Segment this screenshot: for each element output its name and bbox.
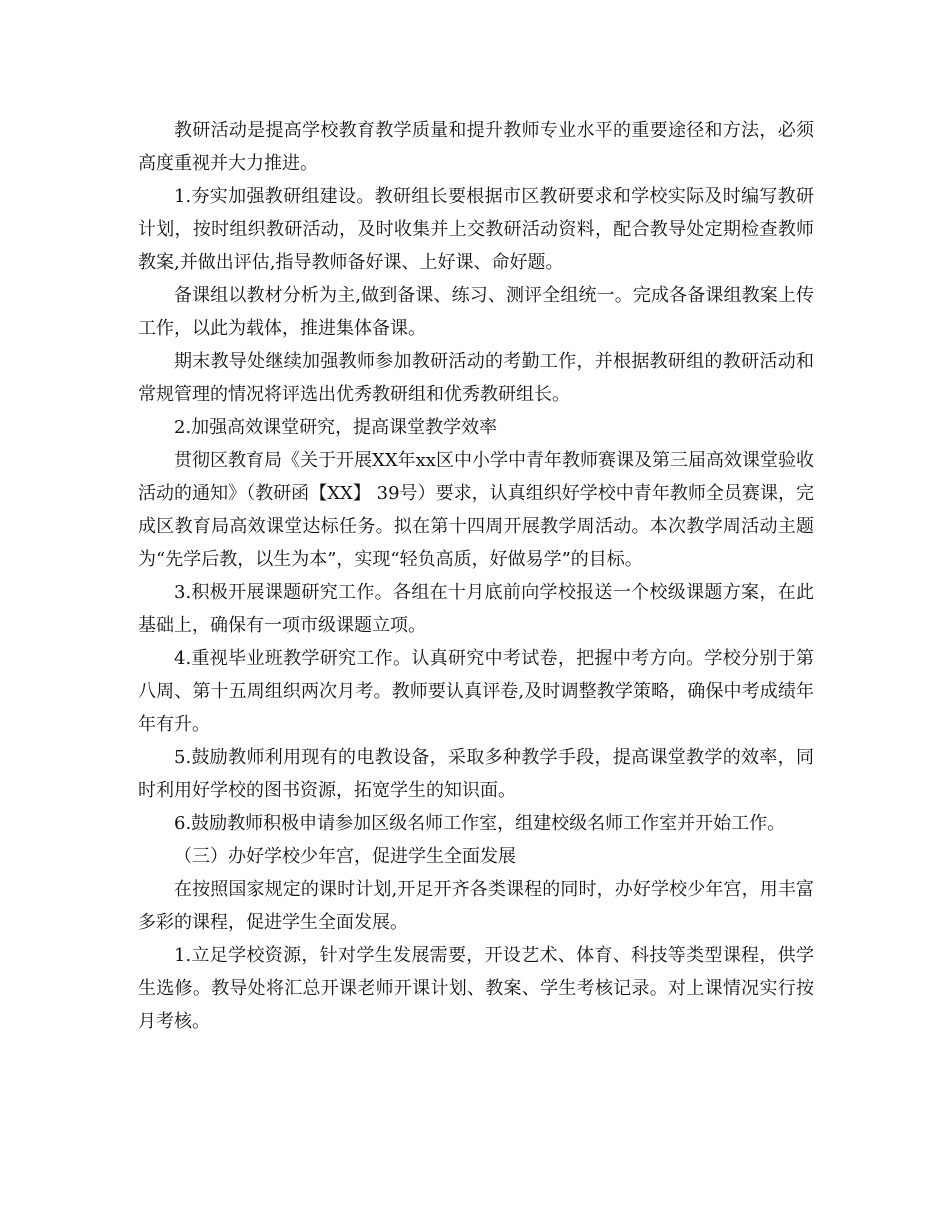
paragraph-item-6: 6.鼓励教师积极申请参加区级名师工作室，组建校级名师工作室并开始工作。 [174,813,786,834]
paragraph-intro: 教研活动是提高学校教育教学质量和提升教师专业水平的重要途径和方法，必须高度重视并大力推进。 [138,120,814,174]
paragraph-palace-item-1: 1.立足学校资源，针对学生发展需要，开设艺术、体育、科技等类型课程，供学生选修。教导处将汇总开课老师开课计划、教案、学生考核记录。对上课情况实行按月考核。 [138,945,814,1032]
paragraph-term-end: 期末教导处继续加强教师参加教研活动的考勤工作，并根据教研组的教研活动和常规管理的情况将评选出优秀教研组和优秀教研组长。 [138,351,814,405]
paragraph-youth-palace: 在按照国家规定的课时计划,开足开齐各类课程的同时，办好学校少年宫，用丰富多彩的课程，促进学生全面发展。 [138,879,814,933]
paragraph-item-4: 4.重视毕业班教学研究工作。认真研究中考试卷，把握中考方向。学校分别于第八周、第十五周组织两次月考。教师要认真评卷,及时调整教学策略，确保中考成绩年年有升。 [138,648,814,735]
paragraph-item-5: 5.鼓励教师利用现有的电教设备，采取多种教学手段，提高课堂教学的效率，同时利用好学校的图书资源，拓宽学生的知识面。 [138,747,814,801]
section-heading-3: （三）办好学校少年宫，促进学生全面发展 [174,846,516,867]
paragraph-item-3: 3.积极开展课题研究工作。各组在十月底前向学校报送一个校级课题方案，在此基础上，确保有一项市级课题立项。 [138,582,814,636]
paragraph-item-1: 1.夯实加强教研组建设。教研组长要根据市区教研要求和学校实际及时编写教研计划，按时组织教研活动，及时收集并上交教研活动资料，配合教导处定期检查教师教案,并做出评估,指导教师备好课、上好课、命好题。 [138,186,814,273]
paragraph-item-2: 2.加强高效课堂研究，提高课堂教学效率 [174,417,498,438]
document-body [138,114,814,1038]
paragraph-lesson-prep: 备课组以教材分析为主,做到备课、练习、测评全组统一。完成各备课组教案上传工作，以此为载体，推进集体备课。 [138,285,814,339]
paragraph-implement: 贯彻区教育局《关于开展XX年xx区中小学中青年教师赛课及第三届高效课堂验收活动的通知》（教研函【XX】 39号）要求，认真组织好学校中青年教师全员赛课，完成区教育局高效课堂达标任务。拟在第十四周开展教学周活动。本次教学周活动主题为“先学后教，以生为本”，实现“轻负高质，好做易学”的目标。 [138,450,814,570]
